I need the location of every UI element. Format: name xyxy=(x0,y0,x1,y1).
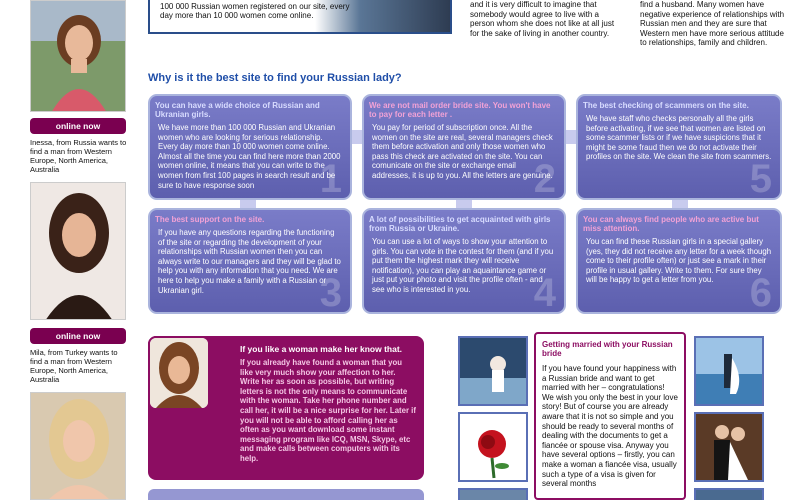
feature-title: The best support on the site. xyxy=(155,215,265,224)
banner-text: 100 000 Russian women registered on our site, every day more than 10 000 women come online. xyxy=(160,2,350,20)
like-box xyxy=(148,336,424,480)
feature-box-1 xyxy=(148,94,352,200)
profile-photo[interactable] xyxy=(30,392,126,500)
online-badge[interactable]: online now xyxy=(30,328,126,344)
feature-title: A lot of possibilities to get acquainted with girls from Russia or Ukraine. xyxy=(369,215,551,233)
feature-box-6 xyxy=(576,208,782,314)
married-box-title: Getting married with your Russian bride xyxy=(542,340,673,358)
feature-title: You can always find people who are active but miss attention. xyxy=(583,215,759,233)
sidebar xyxy=(26,0,130,500)
feature-text: We have staff who checks personally all the girls before activating, if we see that women are listed on some scammer lists or if we have suspicions that it might be some fraud then we do not activate their profiles on the site. We clean the site from scammers. xyxy=(586,114,772,162)
wedding-thumb-couple[interactable] xyxy=(694,412,764,482)
wedding-thumb-sea[interactable] xyxy=(694,336,764,406)
like-box-title: If you like a woman make her know that. xyxy=(240,344,403,354)
married-box xyxy=(534,332,686,500)
feature-box-3 xyxy=(576,94,782,200)
thumb[interactable] xyxy=(694,488,764,500)
feature-box-5 xyxy=(362,208,566,314)
top-text-col3: find a husband. Many women have negative experience of relationships with Russian men and they are sure that Western men have more serious attitude to relationships, family and children. xyxy=(640,0,785,47)
feature-text: If you have any questions regarding the functioning of the site or regarding the development of your relationships with Russian women then you can always write to our managers and they will be glad to help you with any information that you need. We are here to help you make a family with a Russian or Ukranian girl. xyxy=(158,228,341,295)
next-box-strip xyxy=(148,489,424,500)
feature-title: You can have a wide choice of Russian and Ukranian girls. xyxy=(155,101,320,119)
feature-number: 4 xyxy=(533,271,556,314)
wedding-thumb-beach[interactable] xyxy=(458,336,528,406)
profile-photo-inessa[interactable] xyxy=(30,0,126,112)
profile-caption: Inessa, from Russia wants to find a man from Western Europe, North America, Australia xyxy=(30,138,127,174)
top-text-col2: and it is very difficult to imagine that somebody would agree to live with a person whom she does not like at all just for the sake of living in another country. xyxy=(470,0,615,38)
feature-title: We are not mail order bride site. You won't have to pay for each letter . xyxy=(369,101,551,119)
feature-number: 1 xyxy=(319,157,342,200)
thumb[interactable] xyxy=(458,488,528,500)
feature-box-4 xyxy=(148,208,352,314)
feature-text: You pay for period of subscription once. All the women on the site are real, several managers check them before activation and only those women who pass this check are activated on the site. You can comunicate on the site or exchange email addresses, it is up to you. All the letters are genuine. xyxy=(372,123,553,180)
feature-box-2 xyxy=(362,94,566,200)
like-box-text: If you already have found a woman that you like very much show your affection to her. Write her as soon as possible, but writing letters is not the only means to communicate with the woman. Take her phone number and call her, it will be a nice surprise for her. Later if you will not be able to afford calling her as often as you want download some instant messaging program like ICQ, MSN, Skype, etc and make calls between computers with its help. xyxy=(240,358,416,463)
married-box-text: If you have found your happiness with a Russian bride and want to get married with her – congratulations! We wish you only the best in your love story! But of course you are already aware that it is not so simple and you should be ready to several months of dealing with the documents to get a fiancée or spouse visa. Anyway you have several options – firstly, you can make a woman a fiancée visa, usually such a type of a visa is given for several months xyxy=(542,364,678,489)
woman-portrait xyxy=(148,336,210,410)
profile-photo[interactable] xyxy=(30,182,126,320)
feature-text: We have more than 100 000 Russian and Ukranian women who are looking for serious relationship. Every day more than 10 000 women come online. Almost all the time you can find here more than 2000 women online, it means that you can write to the women from first 100 pages in search result and be sure to have response soon xyxy=(158,123,341,190)
top-banner xyxy=(148,0,452,34)
rose-thumb[interactable] xyxy=(458,412,528,482)
online-badge[interactable]: online now xyxy=(30,118,126,134)
feature-number: 5 xyxy=(749,157,772,200)
feature-title: The best checking of scammers on the site. xyxy=(583,101,749,110)
profile-caption: Mila, from Turkey wants to find a man from Western Europe, North America, Australia xyxy=(30,348,118,384)
feature-number: 6 xyxy=(749,271,772,314)
feature-number: 3 xyxy=(319,271,342,314)
feature-text: You can use a lot of ways to show your attention to girls. You can vote in the contest for them (and if you put them the highest mark they will receive notification), you can play an aquaintance game or just put your photo and visit the profile often - and see who is interested in you. xyxy=(372,237,554,294)
section-title: Why is it the best site to find your Russian lady? xyxy=(148,72,402,84)
feature-text: You can find these Russian girls in a special gallery (yes, they did not receive any letter for a week though come to their profile often) or just see a mark in their profile in usual gallery. Write to them. For sure they will be happy to get a letter from you. xyxy=(586,237,772,285)
feature-number: 2 xyxy=(533,157,556,200)
